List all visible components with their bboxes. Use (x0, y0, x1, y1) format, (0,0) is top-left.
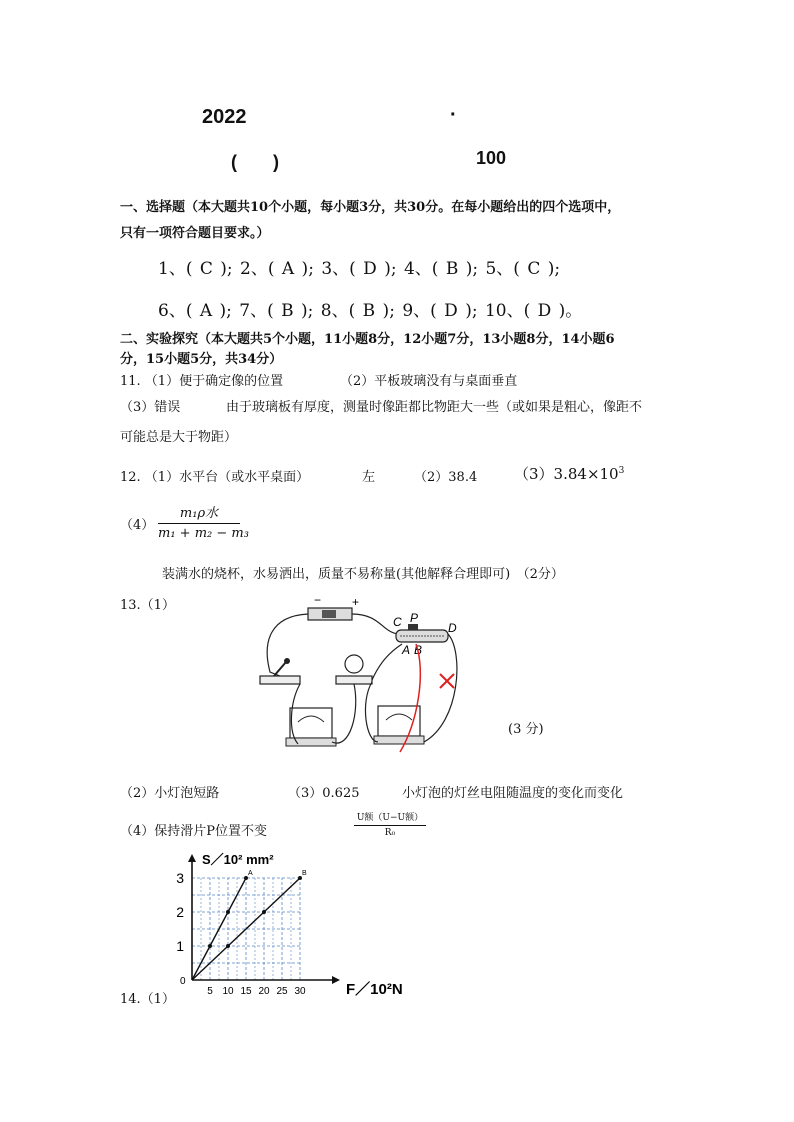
lamp-base-icon (336, 676, 372, 684)
lamp-bulb-icon (345, 655, 363, 673)
q12-line1-b: 左 (362, 470, 376, 485)
q13-line3-a: （4）保持滑片P位置不变 (120, 824, 268, 839)
header-bracket: ( ) (231, 152, 279, 172)
y-tick-label: 2 (176, 904, 184, 920)
x-tick-label: 20 (258, 986, 270, 997)
origin-label: 0 (180, 976, 186, 987)
x-axis-label: F／10²N (346, 981, 403, 998)
q11-line2-a: （3）错误 (120, 400, 181, 415)
battery-plus-label: + (352, 595, 360, 609)
section1-title-line1: 一、选择题（本大题共10个小题，每小题3分，共30分。在每小题给出的四个选项中， (120, 200, 621, 215)
y-tick-label: 1 (176, 938, 184, 954)
q12-fraction-numerator: m₁ρ水 (179, 506, 219, 521)
q13-power-fraction (354, 810, 426, 838)
q12-fraction-bar (158, 523, 240, 524)
q13-line2-c: 小灯泡的灯丝电阻随温度的变化而变化 (402, 786, 624, 801)
y-axis-label: S／10² mm² (202, 852, 274, 867)
q12-line1-c: （2）38.4 (414, 470, 478, 485)
data-point-b (262, 910, 266, 914)
battery-minus-label: − (314, 593, 322, 607)
ammeter-base-icon (286, 738, 336, 746)
switch-base-icon (260, 676, 300, 684)
q12-part4-label: （4） (120, 518, 155, 533)
wire-battery-rheostat (352, 614, 398, 634)
x-tick-label: 5 (207, 986, 213, 997)
header-dot: · (450, 104, 457, 126)
q13-line2-b: （3）0.625 (288, 786, 360, 801)
rheostat-label-d: D (448, 621, 457, 635)
data-point-b (226, 944, 230, 948)
section2-title-line1: 二、实验探究（本大题共5个小题，11小题8分，12小题7分，13小题8分，14小题6 (120, 332, 615, 347)
circuit-diagram (250, 592, 470, 758)
wire-lamp-rheostat (372, 644, 402, 680)
q12-density-exponent: 3 (618, 466, 625, 476)
q13-fraction-denominator: R₀ (384, 828, 396, 838)
section1-answers-line2: 6、( A ); 7、( B ); 8、( B ); 9、( D ); 10、( D )。 (158, 301, 583, 321)
wire-ammeter-lamp (332, 684, 356, 743)
q12-fraction-denominator: m₁ + m₂ − m₃ (158, 526, 249, 541)
force-area-chart (170, 848, 410, 1004)
chart-series (192, 870, 307, 980)
switch-knob-icon (284, 658, 290, 664)
q11-line1-a: 11. （1）便于确定像的位置 (120, 374, 284, 389)
q12-line1-d (514, 463, 624, 484)
q11-line2-b: 由于玻璃板有厚度，测量时像距都比物距大一些（或如果是粗心，像距不 (226, 400, 643, 415)
rheostat-label-p: P (410, 611, 419, 625)
series-label-b: B (302, 870, 307, 877)
section1-title-line2: 只有一项符合题目要求。） (120, 226, 270, 241)
voltmeter-base-icon (374, 736, 424, 744)
y-tick-label: 3 (176, 870, 184, 886)
series-label-a: A (248, 870, 253, 877)
q14-label: 14.（1） (120, 992, 175, 1007)
q13-fraction-numerator: U额（U−U额） (356, 813, 424, 823)
x-tick-label: 15 (240, 986, 252, 997)
battery-cell-icon (322, 610, 336, 618)
q13-label: 13.（1） (120, 598, 175, 613)
x-tick-label: 10 (222, 986, 234, 997)
wire-battery-switch (267, 614, 308, 676)
x-tick-label: 30 (294, 986, 306, 997)
header-year: 2022 (202, 106, 247, 128)
header-score: 100 (476, 148, 507, 168)
rheostat-label-c: C (393, 615, 402, 629)
ammeter-icon (290, 708, 332, 738)
wire-lamp-voltmeter (365, 682, 378, 742)
q12-density-fraction (158, 502, 249, 541)
rheostat-label-a: A (402, 643, 411, 657)
section2-title-line2: 分，15小题5分，共34分） (120, 352, 283, 367)
rheostat-label-b: B (414, 643, 423, 657)
q13-line2-a: （2）小灯泡短路 (120, 786, 220, 801)
section1-answers-line1: 1、( C ); 2、( A ); 3、( D ); 4、( B ); 5、( C ); (158, 259, 561, 279)
x-tick-label: 25 (276, 986, 288, 997)
q12-density-value: （3）3.84×10 (514, 465, 619, 483)
q11-line3: 可能总是大于物距） (120, 430, 238, 445)
data-point-a (226, 910, 230, 914)
x-axis-arrow-icon (332, 976, 340, 984)
q13-score: (3 分) (508, 722, 544, 737)
switch-lever-icon (274, 662, 286, 676)
q13-fraction-bar (354, 825, 426, 826)
y-axis-arrow-icon (188, 854, 196, 862)
q12-line1-a: 12. （1）水平台（或水平桌面） (120, 470, 310, 485)
q11-line1-b: （2）平板玻璃没有与桌面垂直 (340, 374, 518, 389)
q12-line3: 装满水的烧杯，水易洒出，质量不易称量(其他解释合理即可) （2分） (162, 567, 564, 582)
data-point-a (208, 944, 212, 948)
